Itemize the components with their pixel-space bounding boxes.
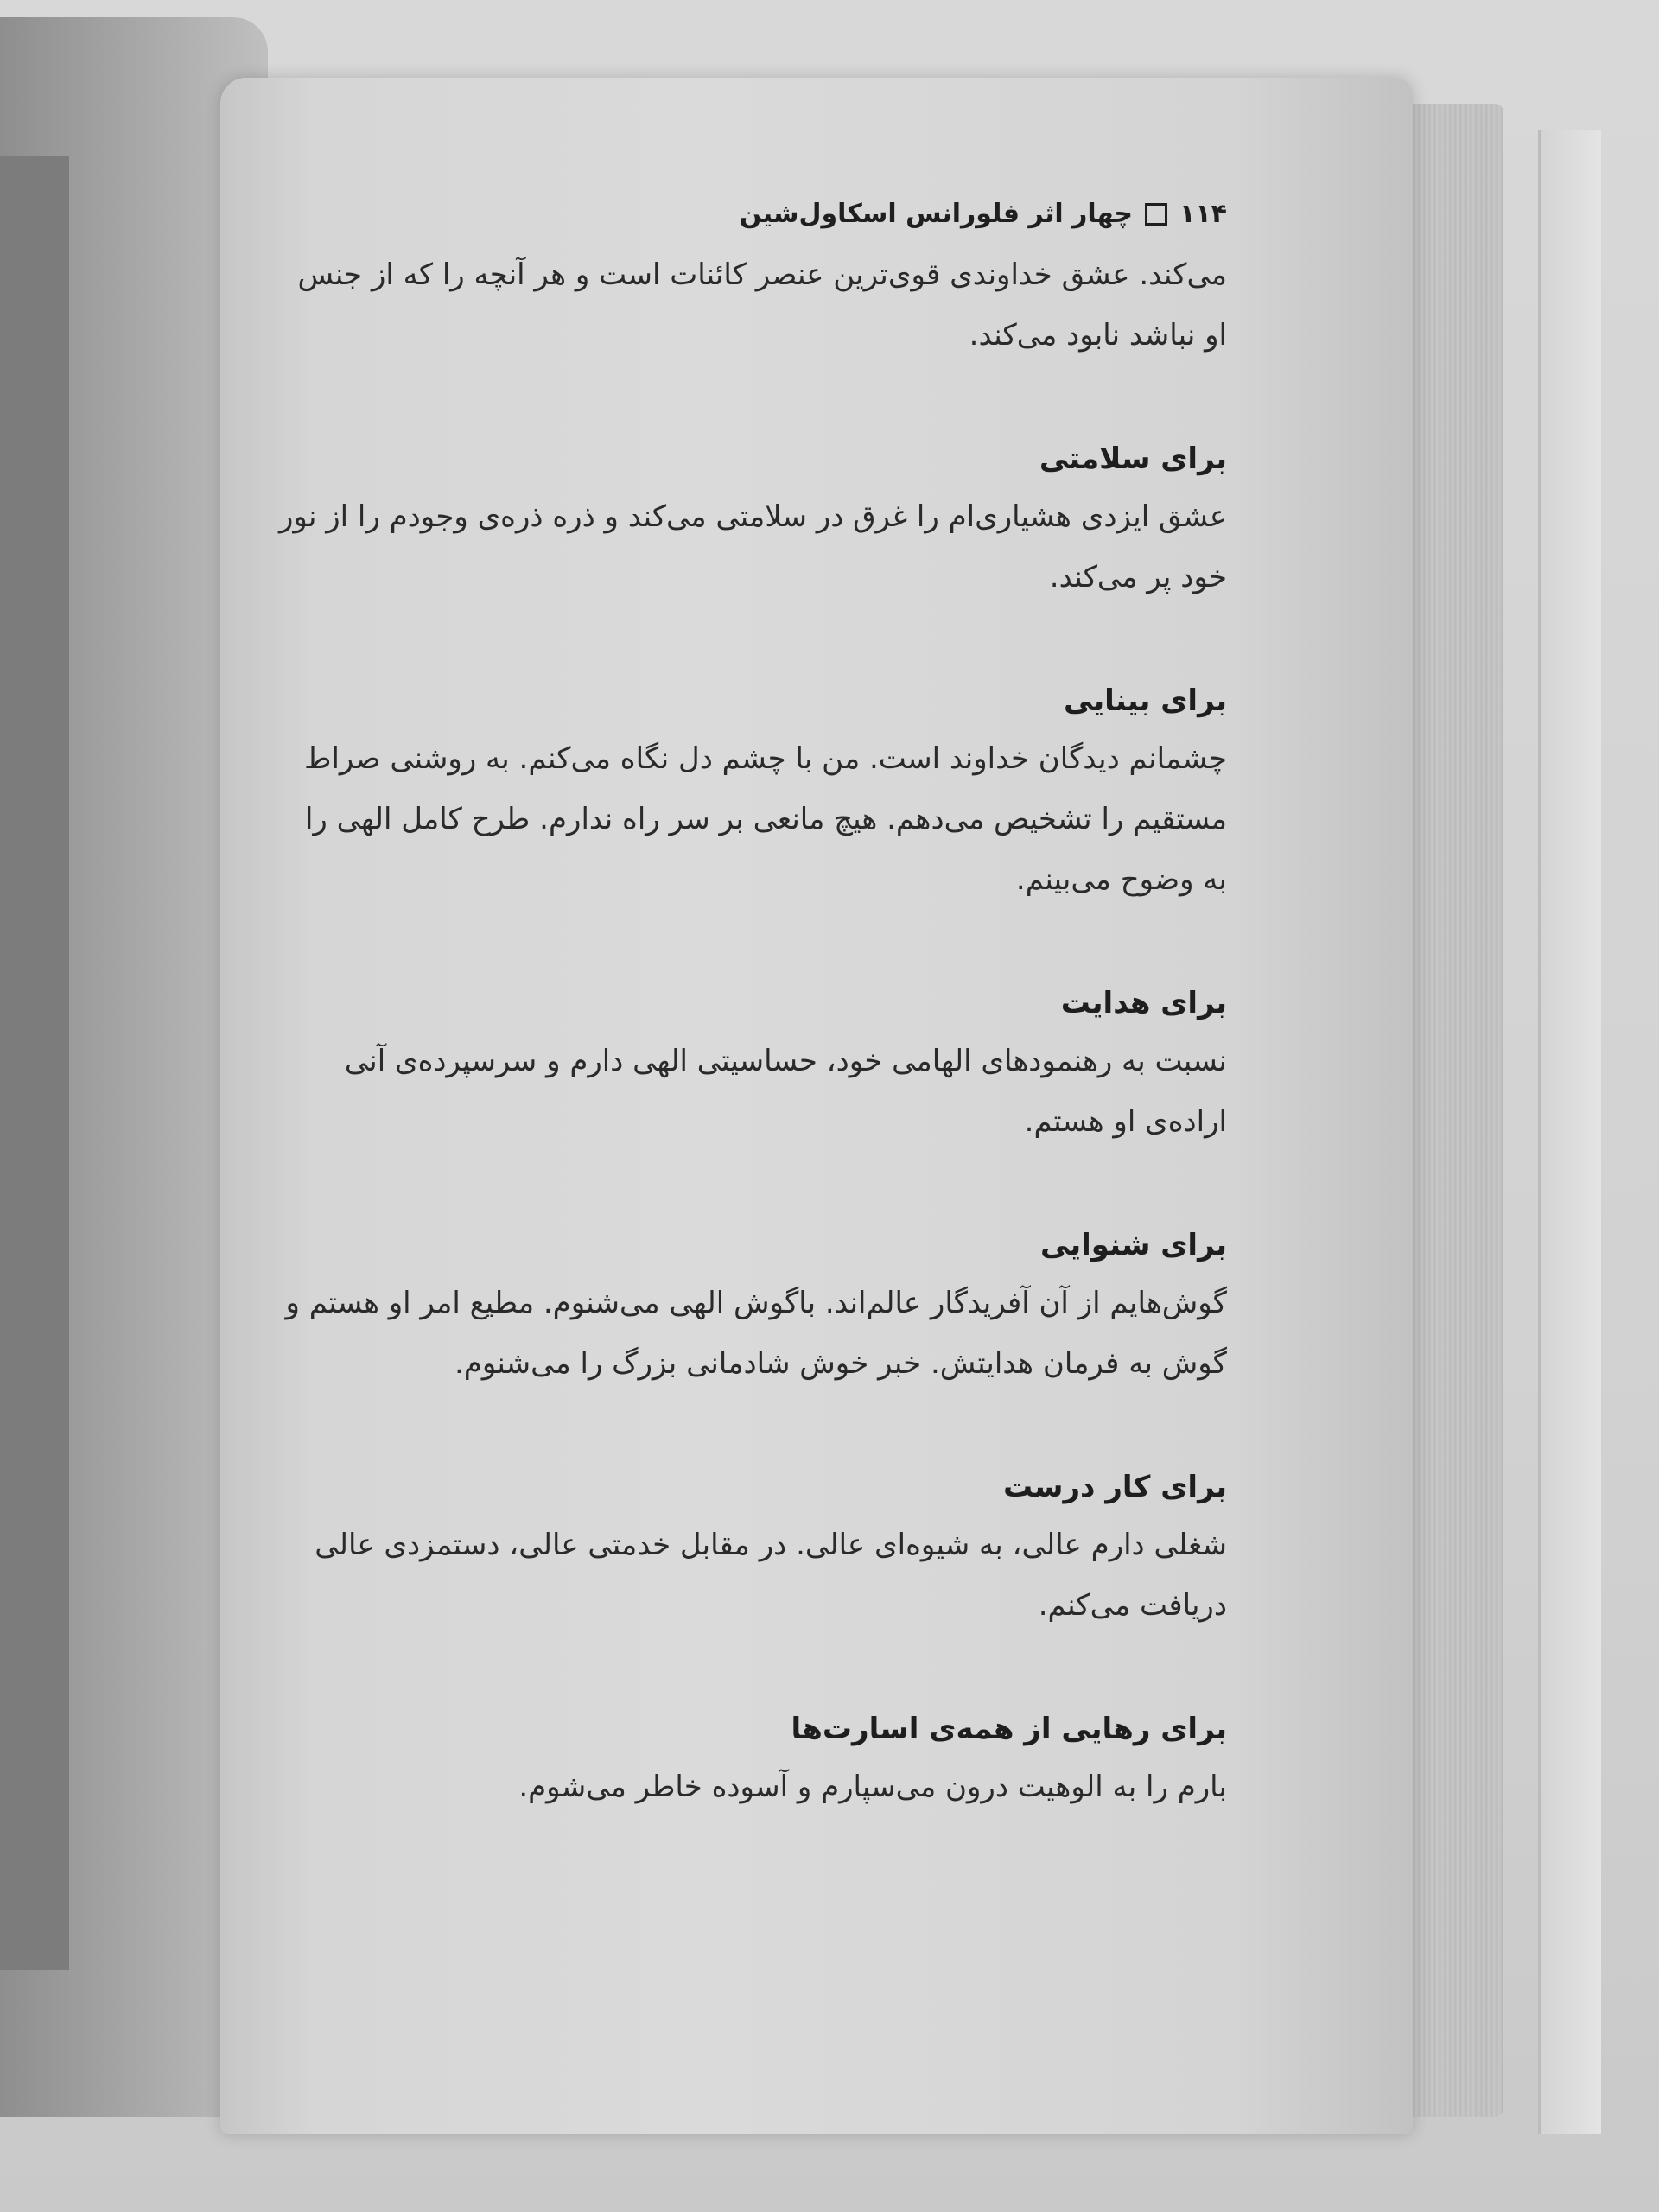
book-back-cover (1538, 130, 1601, 2134)
page-text-block (276, 199, 1227, 1817)
section-body-freedom: بارم را به الوهیت درون می‌سپارم و آسوده خاطر می‌شوم. (518, 1770, 1227, 1804)
book-title: چهار اثر فلورانس اسکاول‌شین (739, 199, 1134, 229)
section-body-sight: چشمانم دیدگان خداوند است. من با چشم دل نگاه می‌کنم. به روشنی صراط مستقیم را تشخیص می‌دهم. هیچ مانعی بر سر راه ندارم. طرح کامل الهی را به وضوح می‌بینم. (304, 741, 1227, 897)
running-head (276, 199, 1227, 229)
section-body-health: عشق ایزدی هشیاری‌ام را غرق در سلامتی می‌کند و ذره ذره‌ی وجودم را از نور خود پر می‌کند. (278, 499, 1227, 594)
section-body-right-work: شغلی دارم عالی، به شیوه‌ای عالی. در مقابل خدمتی عالی، دستمزدی عالی دریافت می‌کنم. (315, 1528, 1227, 1623)
section-heading-freedom: برای رهایی از همه‌ی اسارت‌ها (791, 1712, 1227, 1746)
left-page-shadow (0, 156, 69, 1970)
section-body-guidance: نسبت به رهنمودهای الهامی خود، حساسیتی الهی دارم و سرسپرده‌ی آنی اراده‌ی او هستم. (344, 1044, 1227, 1139)
section-heading-guidance: برای هدایت (1060, 986, 1227, 1020)
intro-paragraph: می‌کند. عشق خداوندی قوی‌ترین عنصر کائنات است و هر آنچه را که از جنس او نباشد نابود می‌کند. (297, 257, 1227, 353)
section-heading-health: برای سلامتی (1039, 442, 1227, 476)
square-ornament-icon (1145, 203, 1167, 226)
section-heading-sight: برای بینایی (1063, 683, 1227, 718)
section-body-hearing: گوش‌هایم از آن آفریدگار عالم‌اند. باگوش الهی می‌شنوم. مطیع امر او هستم و گوش به فرمان هدایتش. خبر خوش شادمانی بزرگ را می‌شنوم. (285, 1286, 1227, 1381)
section-heading-right-work: برای کار درست (1003, 1470, 1227, 1504)
page-number: ۱۱۴ (1179, 199, 1227, 229)
section-heading-hearing: برای شنوایی (1039, 1228, 1227, 1262)
